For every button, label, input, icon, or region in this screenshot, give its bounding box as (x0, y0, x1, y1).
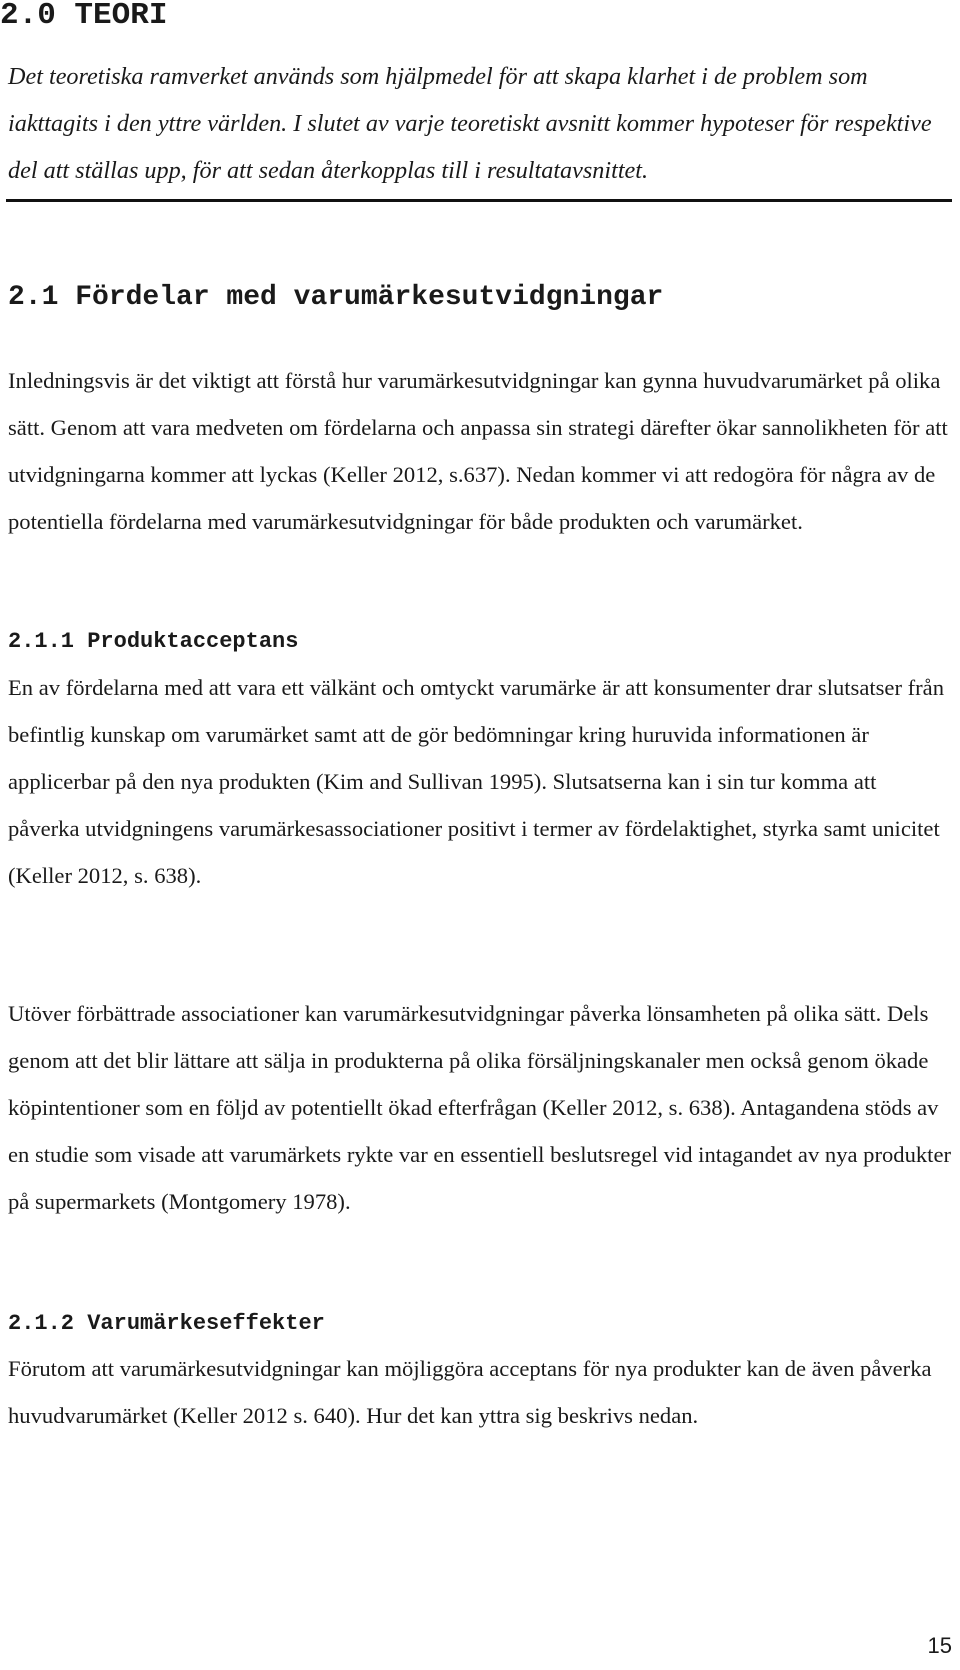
chapter-heading: 2.0 TEORI (0, 0, 168, 33)
section-paragraph: Inledningsvis är det viktigt att förstå hur varumärkesutvidgningar kan gynna huvudvarumärket på olika sätt. Genom att vara medveten om fördelarna och anpassa sin strategi därefter ökar sannolikheten för att utvidgningarna kommer att lyckas (Keller 2012, s.637). Nedan kommer vi att redogöra för några av de potentiella fördelarna med varumärkesutvidgningar för både produkten och varumärket. (8, 368, 948, 534)
subsection-paragraph: Förutom att varumärkesutvidgningar kan möjliggöra acceptans för nya produkter kan de även påverka huvudvarumärket (Keller 2012 s. 640). Hur det kan yttra sig beskrivs nedan. (8, 1356, 932, 1428)
horizontal-rule (6, 199, 952, 202)
chapter-intro: Det teoretiska ramverket används som hjälpmedel för att skapa klarhet i de problem som iakttagits i den yttre världen. I slutet av varje teoretiskt avsnitt kommer hypoteser för respektive del att ställas upp, för att sedan återkopplas till i resultatavsnittet. (8, 63, 932, 184)
subsection-heading-varumarkeseffekter: 2.1.2 Varumärkeseffekter (8, 1311, 325, 1336)
subsection-heading-produktacceptans: 2.1.1 Produktacceptans (8, 629, 299, 654)
page-number: 15 (927, 1633, 952, 1658)
section-heading: 2.1 Fördelar med varumärkesutvidgningar (8, 282, 664, 313)
subsection-paragraph: Utöver förbättrade associationer kan varumärkesutvidgningar påverka lönsamheten på olika sätt. Dels genom att det blir lättare att sälja in produkterna på olika försäljningskanaler men också genom ökade köpintentioner som en följd av potentiellt ökad efterfrågan (Keller 2012, s. 638). Antagandena stöds av en studie som visade att varumärkets rykte var en essentiell beslutsregel vid intagandet av nya produkter på supermarkets (Montgomery 1978). (8, 1001, 952, 1214)
subsection-paragraph: En av fördelarna med att vara ett välkänt och omtyckt varumärke är att konsumenter drar slutsatser från befintlig kunskap om varumärket samt att de gör bedömningar kring huruvida informationen är applicerbar på den nya produkten (Kim and Sullivan 1995). Slutsatserna kan i sin tur komma att påverka utvidgningens varumärkesassociationer positivt i termer av fördelaktighet, styrka samt unicitet (Keller 2012, s. 638). (8, 675, 945, 888)
